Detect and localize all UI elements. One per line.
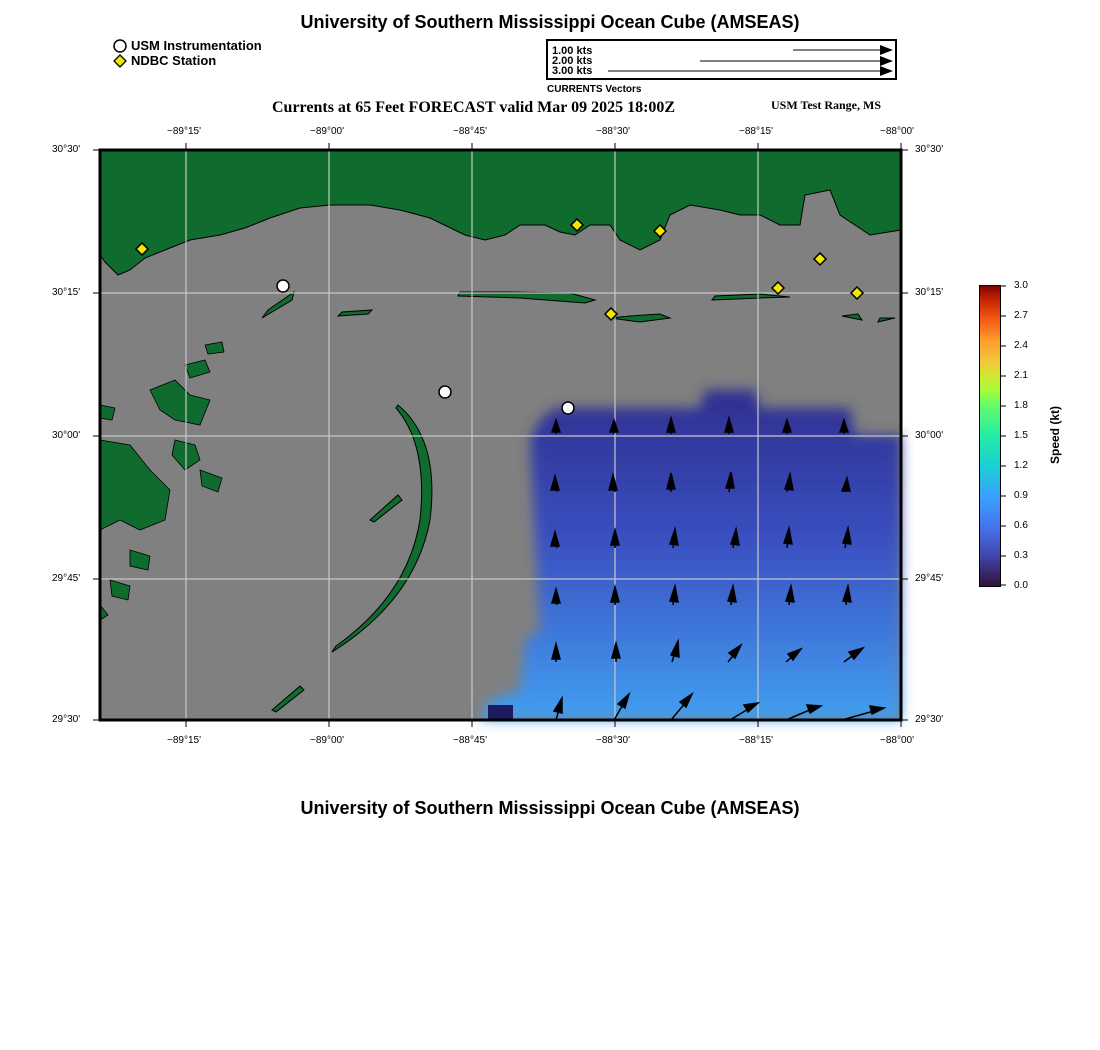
current-speed-field xyxy=(480,390,901,720)
lat-label: 29°45' xyxy=(52,573,81,584)
speed-colorbar xyxy=(979,285,1001,587)
lon-label: −89°00' xyxy=(310,126,344,137)
colorbar-tick: 2.1 xyxy=(1014,370,1028,381)
usm-instrument-marker xyxy=(439,386,451,398)
page-title: University of Southern Mississippi Ocean Cube (AMSEAS) xyxy=(300,12,800,32)
colorbar-tick: 0.3 xyxy=(1014,550,1028,561)
lon-label: −88°45' xyxy=(453,735,487,746)
range-label: USM Test Range, MS xyxy=(771,98,882,112)
colorbar-tick: 0.0 xyxy=(1014,580,1028,591)
footer-title: University of Southern Mississippi Ocean Cube (AMSEAS) xyxy=(300,798,800,818)
slow-current-patch xyxy=(488,705,513,720)
lon-label: −88°30' xyxy=(596,735,630,746)
lon-label: −89°00' xyxy=(310,735,344,746)
ndbc-legend-label: NDBC Station xyxy=(131,53,217,68)
colorbar-label: Speed (kt) xyxy=(1048,406,1062,465)
lon-label: −88°00' xyxy=(880,735,914,746)
lon-label: −89°15' xyxy=(167,735,201,746)
map-subtitle: Currents at 65 Feet FORECAST valid Mar 09 2025 18:00Z xyxy=(272,99,676,116)
lon-label: −88°00' xyxy=(880,126,914,137)
lon-label: −88°30' xyxy=(596,126,630,137)
usm-instrument-marker xyxy=(562,402,574,414)
usm-legend-label: USM Instrumentation xyxy=(131,38,262,53)
colorbar-tick: 0.6 xyxy=(1014,520,1028,531)
vector-key-caption: CURRENTS Vectors xyxy=(547,84,642,95)
colorbar-tick: 2.7 xyxy=(1014,310,1028,321)
lat-label: 30°15' xyxy=(52,287,81,298)
lat-label: 29°45' xyxy=(915,573,944,584)
vector-key-row: 3.00 kts xyxy=(552,65,593,77)
vector-key-row: 2.00 kts xyxy=(552,55,593,67)
lon-label: −88°45' xyxy=(453,126,487,137)
lon-label: −88°15' xyxy=(739,126,773,137)
lat-label: 30°00' xyxy=(52,430,81,441)
lat-label: 30°30' xyxy=(915,144,944,155)
colorbar-tick: 3.0 xyxy=(1014,280,1028,291)
lat-label: 29°30' xyxy=(52,714,81,725)
usm-instrument-marker xyxy=(277,280,289,292)
colorbar-tick-marks xyxy=(1000,285,1008,587)
lon-label: −88°15' xyxy=(739,735,773,746)
colorbar-tick: 1.2 xyxy=(1014,460,1028,471)
colorbar-tick: 0.9 xyxy=(1014,490,1028,501)
lat-label: 30°00' xyxy=(915,430,944,441)
colorbar-tick: 1.8 xyxy=(1014,400,1028,411)
lat-label: 29°30' xyxy=(915,714,944,725)
lon-label: −89°15' xyxy=(167,126,201,137)
vector-key-row: 1.00 kts xyxy=(552,45,593,57)
colorbar-tick: 1.5 xyxy=(1014,430,1028,441)
lat-label: 30°30' xyxy=(52,144,81,155)
lat-label: 30°15' xyxy=(915,287,944,298)
colorbar-tick: 2.4 xyxy=(1014,340,1028,351)
